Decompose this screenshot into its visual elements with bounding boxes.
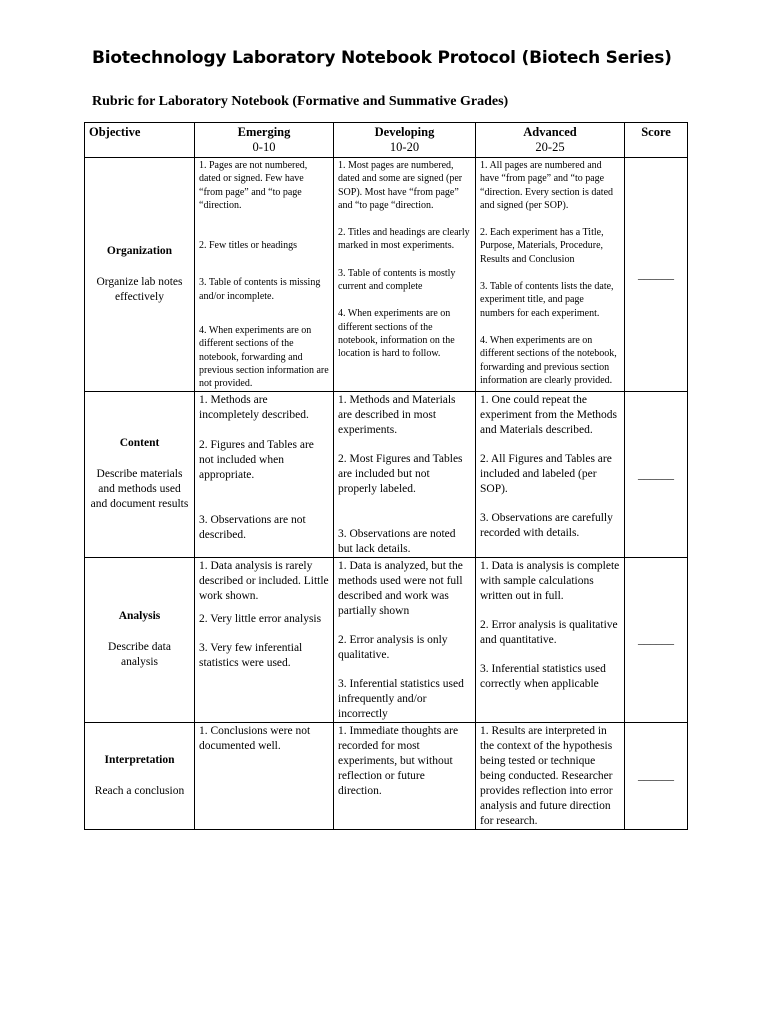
score-blank[interactable]: ______ (625, 391, 688, 557)
rubric-row-content (85, 391, 688, 557)
criterion-item: 3. Observations are carefully recorded with details. (480, 511, 613, 539)
criterion-item: 1. Results are interpreted in the context of the hypothesis being tested or technique being conducted. Researcher provides reflection into error analysis and future direction for research. (480, 724, 613, 827)
rubric-row-interpretation (85, 722, 688, 829)
header-score-label: Score (641, 125, 671, 139)
criterion-item: 1. Most pages are numbered, dated and some are signed (per SOP). Most have “from page” and “to page “direction. (338, 160, 463, 211)
developing-cell (334, 722, 476, 829)
emerging-cell (195, 391, 334, 557)
criterion-item: 1. Methods are incompletely described. (199, 393, 309, 421)
objective-name: Interpretation (104, 753, 175, 766)
emerging-cell (195, 557, 334, 722)
criterion-item: 1. Data is analysis is complete with sample calculations written out in full. (480, 559, 620, 602)
criterion-item: 2. Few titles or headings (199, 240, 298, 252)
rubric-table (84, 122, 688, 830)
objective-description: Organize lab notes effectively (96, 275, 183, 303)
advanced-cell (476, 722, 625, 829)
objective-cell (85, 391, 195, 557)
emerging-cell (195, 722, 334, 829)
criterion-item: 3. Table of contents lists the date, experiment title, and page numbers for each experiment. (480, 281, 614, 319)
rubric-row-analysis (85, 557, 688, 722)
objective-name: Content (119, 437, 160, 450)
advanced-cell (476, 557, 625, 722)
criterion-item: 3. Inferential statistics used infrequently and/or incorrectly (338, 677, 464, 720)
header-developing (334, 123, 476, 158)
header-objective: Objective (85, 123, 195, 158)
criterion-item: 1. Data is analyzed, but the methods used were not full described and work was partially shown (338, 559, 463, 617)
objective-name: Analysis (118, 610, 161, 623)
criterion-item: 4. When experiments are on different sections of the notebook, information on the location is hard to follow. (338, 308, 455, 360)
criterion-item: 1. Data analysis is rarely described or included. Little work shown. (199, 559, 329, 602)
header-emerging-label: Emerging (237, 125, 291, 139)
header-developing-label: Developing (374, 125, 435, 139)
objective-cell (85, 722, 195, 829)
criterion-item: 3. Very few inferential statistics were used. (199, 641, 303, 669)
objective-cell (85, 158, 195, 392)
criterion-item: 2. Each experiment has a Title, Purpose, Materials, Procedure, Results and Conclusion (480, 227, 604, 265)
developing-cell (334, 391, 476, 557)
criterion-item: 4. When experiments are on different sections of the notebook, forwarding and previous section information are not provided. (199, 325, 329, 390)
criterion-item: 1. Conclusions were not documented well. (199, 724, 311, 752)
criterion-item: 2. Error analysis is only qualitative. (338, 633, 448, 661)
criterion-item: 2. Error analysis is qualitative and quantitative. (480, 618, 618, 646)
header-advanced-range: 20-25 (535, 140, 565, 154)
criterion-item: 2. Figures and Tables are not included when appropriate. (199, 438, 314, 481)
header-developing-range: 10-20 (389, 140, 420, 154)
header-advanced (476, 123, 625, 158)
criterion-item: 1. Immediate thoughts are recorded for most experiments, but without reflection or future direction. (338, 724, 459, 797)
criterion-item: 3. Observations are noted but lack details. (338, 527, 456, 555)
objective-cell (85, 557, 195, 722)
header-emerging (195, 123, 334, 158)
objective-name: Organization (106, 244, 173, 257)
criterion-item: 1. Methods and Materials are described in most experiments. (338, 393, 456, 436)
page-title: Biotechnology Laboratory Notebook Protocol (Biotech Series) (92, 48, 672, 68)
header-row (85, 123, 688, 158)
rubric-row-organization (85, 158, 688, 392)
criterion-item: 2. Very little error analysis (199, 612, 322, 625)
objective-description: Describe materials and methods used and document results (90, 468, 189, 511)
header-emerging-range: 0-10 (252, 140, 276, 154)
criterion-item: 1. All pages are numbered and have “from page” and “to page “direction. Every section is dated and signed (per SOP). (480, 160, 614, 211)
criterion-item: 2. All Figures and Tables are included and labeled (per SOP). (480, 452, 612, 495)
criterion-item: 1. Pages are not numbered, dated or signed. Few have “from page” and “to page “direction. (199, 160, 308, 211)
developing-cell (334, 158, 476, 392)
header-score (625, 123, 688, 158)
criterion-item: 3. Observations are not described. (199, 513, 306, 541)
advanced-cell (476, 391, 625, 557)
criterion-item: 2. Titles and headings are clearly marked in most experiments. (338, 227, 470, 252)
objective-description: Describe data analysis (108, 641, 171, 669)
objective-description: Reach a conclusion (94, 784, 185, 797)
developing-cell (334, 557, 476, 722)
criterion-item: 3. Table of contents is mostly current and complete (338, 267, 456, 293)
criterion-item: 3. Table of contents is missing and/or incomplete. (199, 277, 321, 302)
criterion-item: 1. One could repeat the experiment from the Methods and Materials described. (480, 393, 618, 436)
advanced-cell (476, 158, 625, 392)
rubric-subtitle: Rubric for Laboratory Notebook (Formative and Summative Grades) (92, 94, 509, 109)
emerging-cell (195, 158, 334, 392)
score-blank[interactable]: ______ (625, 722, 688, 829)
criterion-item: 2. Most Figures and Tables are included but not properly labeled. (338, 452, 463, 495)
score-blank[interactable]: ______ (625, 557, 688, 722)
score-blank[interactable]: ______ (625, 158, 688, 392)
header-advanced-label: Advanced (523, 125, 577, 139)
criterion-item: 3. Inferential statistics used correctly when applicable (480, 662, 606, 690)
criterion-item: 4. When experiments are on different sections of the notebook, forwarding and previous section information are clearly provided. (480, 334, 617, 386)
